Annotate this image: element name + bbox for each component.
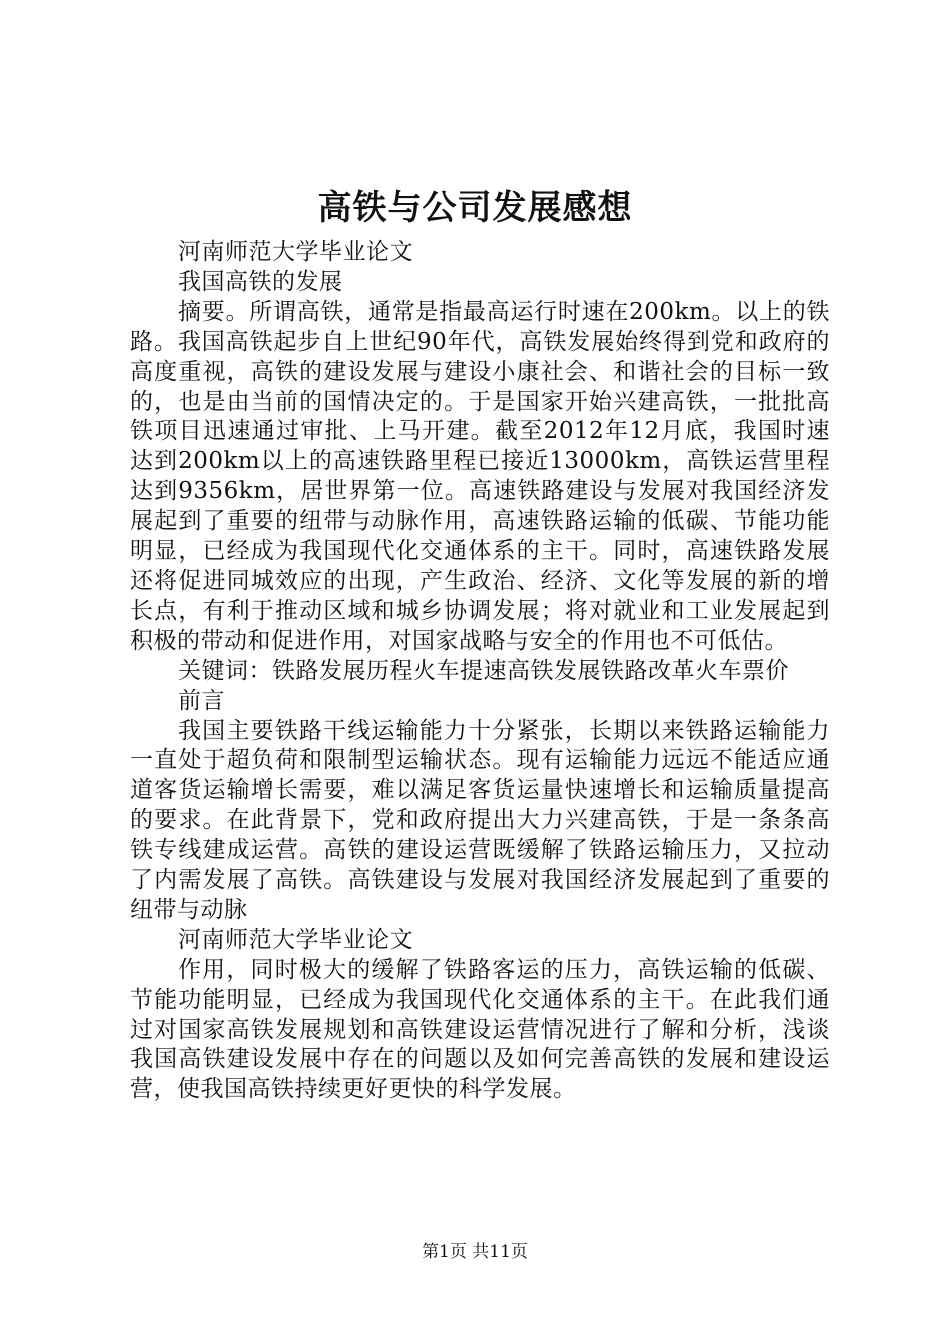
header-school-line: 河南师范大学毕业论文: [178, 239, 413, 265]
continuation-paragraph: 作用，同时极大的缓解了铁路客运的压力，高铁运输的低碳、节能功能明显，已经成为我国现代化交通体系的主干。在此我们通过对国家高铁发展规划和高铁建设运营情况进行了解和分析，浅谈我国高铁建设发展中存在的问题以及如何完善高铁的发展和建设运营，使我国高铁持续更好更快的科学发展。: [130, 956, 830, 1103]
section-subtitle: 我国高铁的发展: [178, 268, 343, 295]
document-title: 高铁与公司发展感想: [317, 188, 633, 228]
preface-heading: 前言: [178, 687, 225, 714]
page-number: 第1页 共11页: [422, 1242, 528, 1262]
keywords-paragraph: 关键词：铁路发展历程火车提速高铁发展铁路改革火车票价: [178, 657, 789, 684]
document-body: [130, 238, 830, 1105]
preface-paragraph: 我国主要铁路干线运输能力十分紧张，长期以来铁路运输能力一直处于超负荷和限制型运输状态。现有运输能力远远不能适应通道客货运输增长需要，难以满足客货运量快速增长和运输质量提高的要求。在此背景下，党和政府提出大力兴建高铁，于是一条条高铁专线建成运营。高铁的建设运营既缓解了铁路运输压力，又拉动了内需发展了高铁。高铁建设与发展对我国经济发展起到了重要的纽带与动脉: [130, 717, 830, 923]
abstract-paragraph: 摘要。所谓高铁，通常是指最高运行时速在200km。以上的铁路。我国高铁起步自上世纪90年代，高铁发展始终得到党和政府的高度重视，高铁的建设发展与建设小康社会、和谐社会的目标一致的，也是由当前的国情决定的。于是国家开始兴建高铁，一批批高铁项目迅速通过审批、上马开建。截至2012年12月底，我国时速达到200km以上的高速铁路里程已接近13000km，高铁运营里程达到9356km，居世界第一位。高速铁路建设与发展对我国经济发展起到了重要的纽带与动脉作用，高速铁路运输的低碳、节能功能明显，已经成为我国现代化交通体系的主干。同时，高速铁路发展还将促进同城效应的出现，产生政治、经济、文化等发展的新的增长点，有利于推动区域和城乡协调发展；将对就业和工业发展起到积极的带动和促进作用，对国家战略与安全的作用也不可低估。: [130, 298, 830, 654]
header-school-line-repeat: 河南师范大学毕业论文: [178, 926, 413, 953]
